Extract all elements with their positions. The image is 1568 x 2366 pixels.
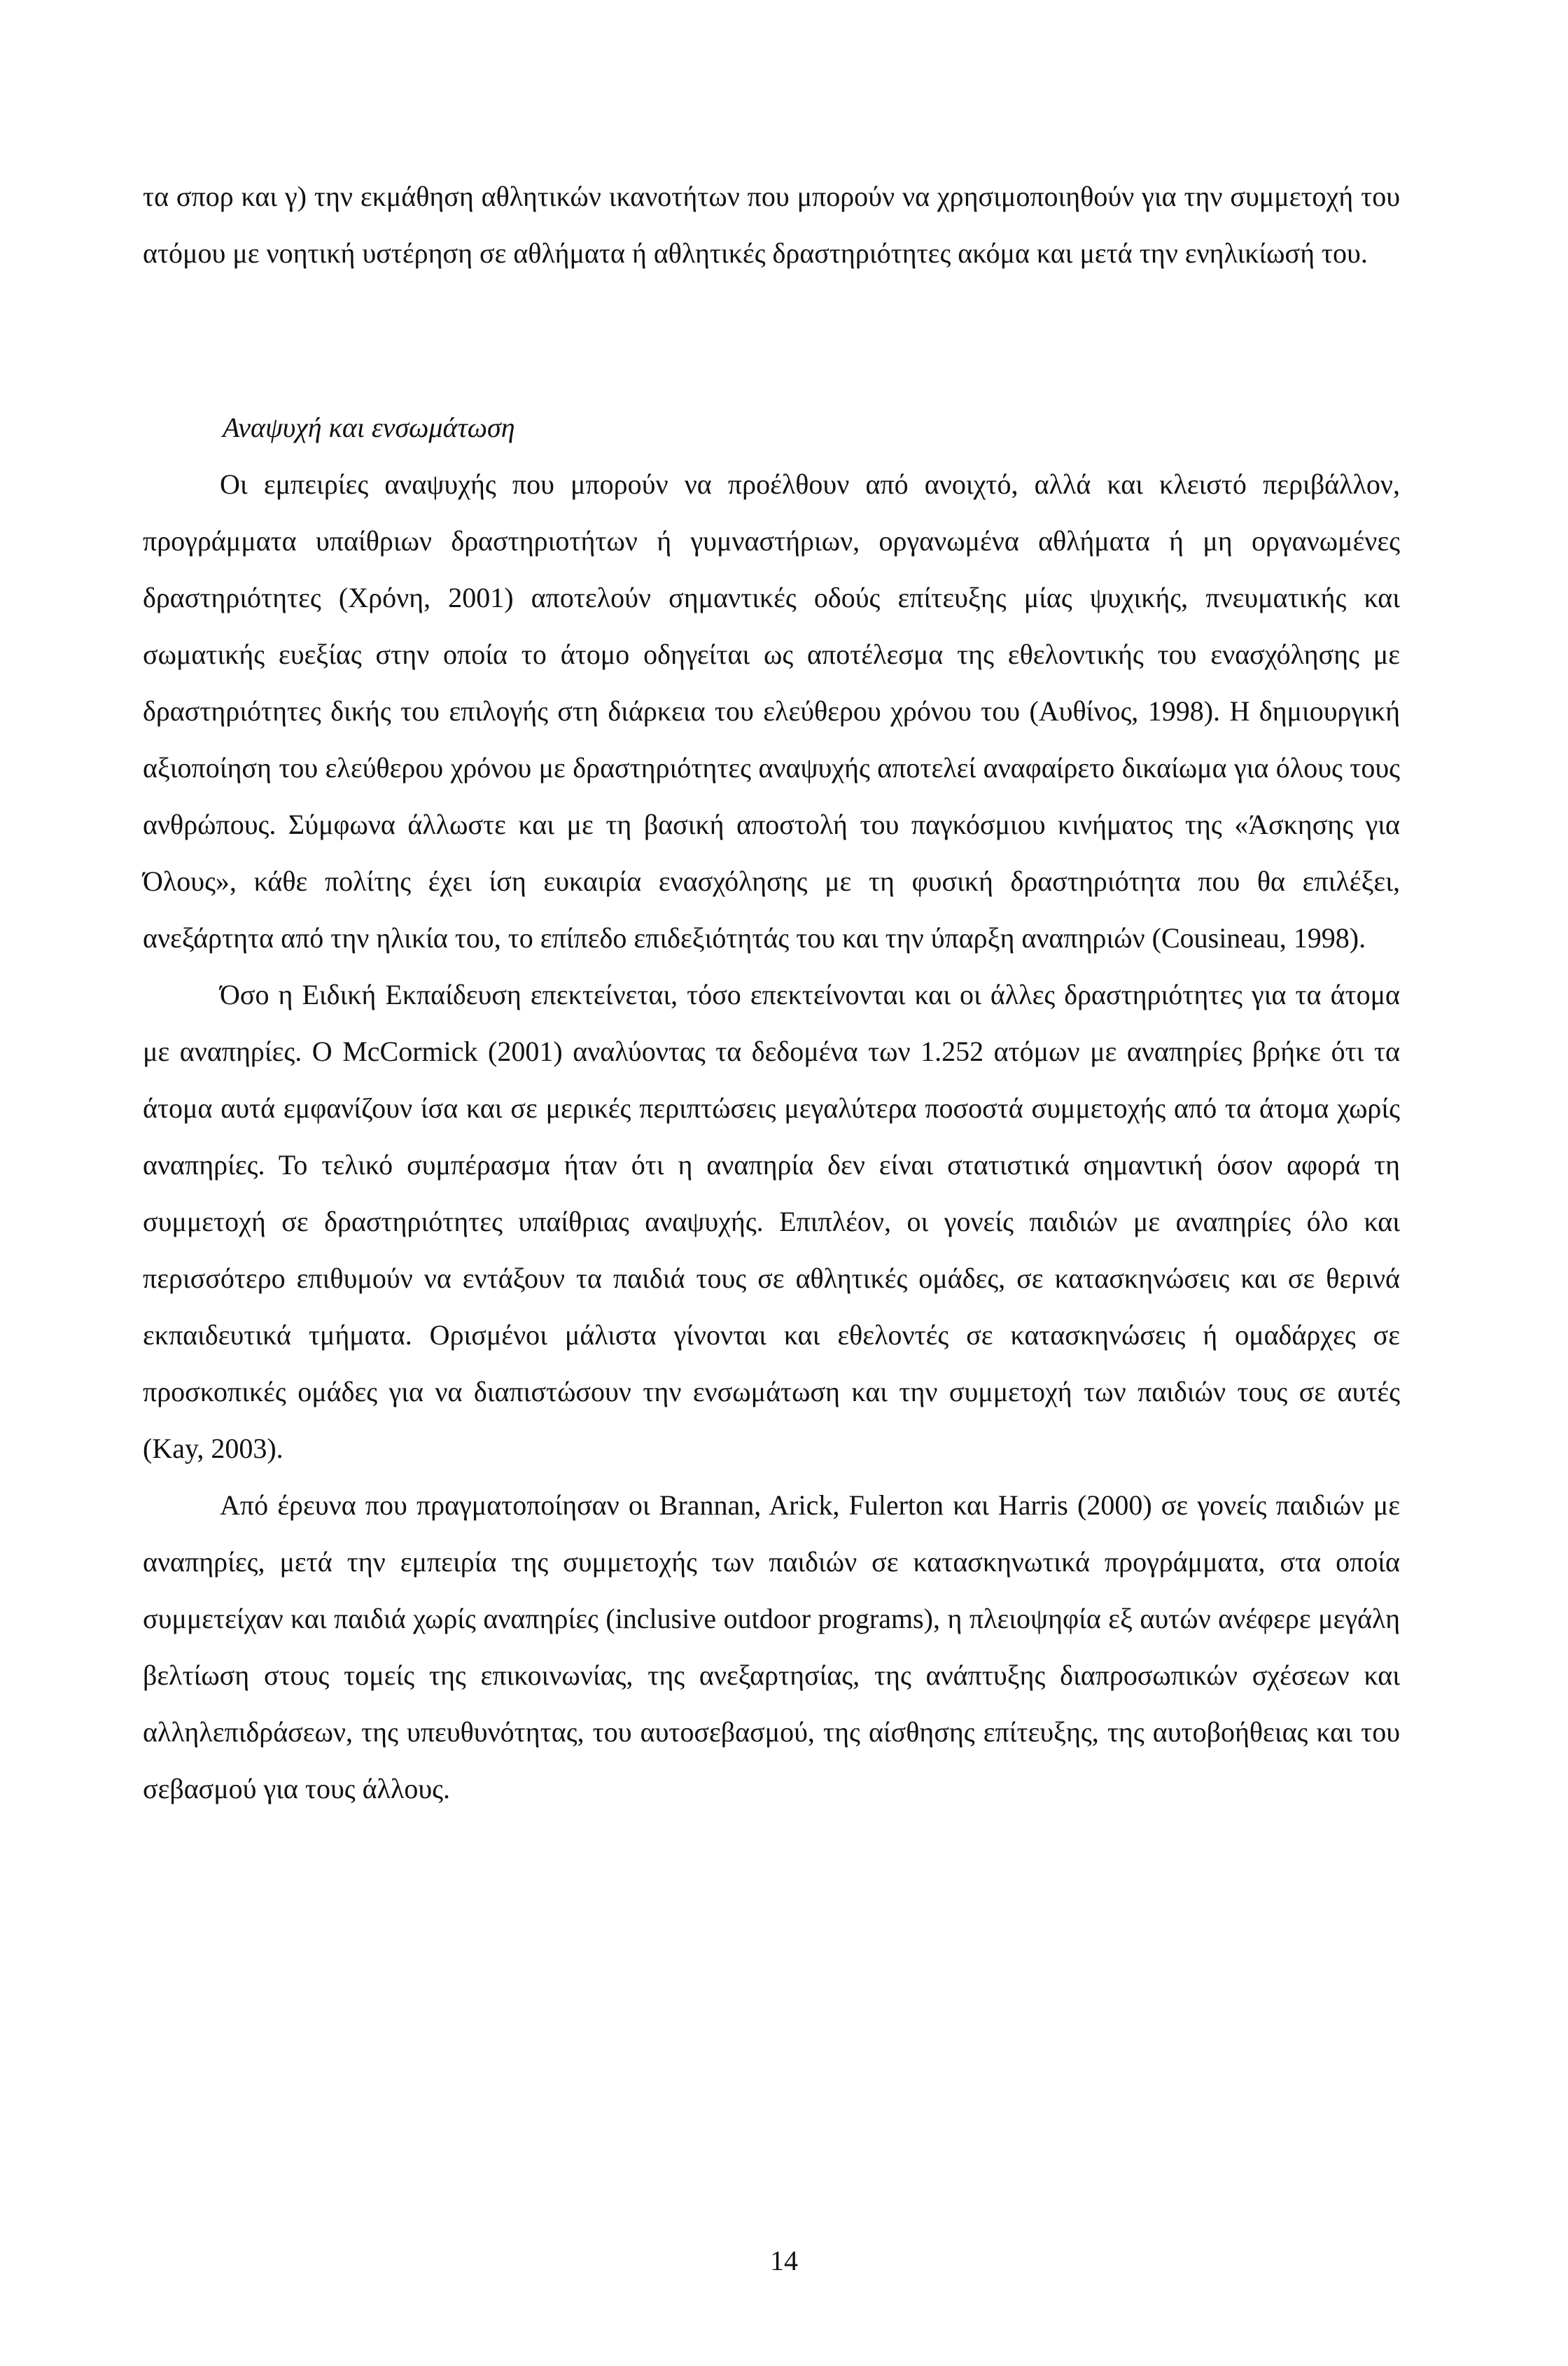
body-text [143, 456, 1400, 1817]
paragraph-continuation: τα σπορ και γ) την εκμάθηση αθλητικών ικανοτήτων που μπορούν να χρησιμοποιηθούν για την συμμετοχή του ατόμου με νοητική υστέρηση σε αθλήματα ή αθλητικές δραστηριότητες ακόμα και μετά την ενηλικίωσή του. [143, 181, 1400, 269]
continued-paragraph [143, 168, 1400, 281]
paragraph-recreation: Οι εμπειρίες αναψυχής που μπορούν να προέλθουν από ανοιχτό, αλλά και κλειστό περιβάλλον, προγράμματα υπαίθριων δραστηριοτήτων ή γυμναστήριων, οργανωμένα αθλήματα ή μη οργανωμένες δραστηριότητες (Χρόνη, 2001) αποτελούν σημαντικές οδούς επίτευξης μίας ψυχικής, πνευματικής και σωματικής ευεξίας στην οποία το άτομο οδηγείται ως αποτέλεσμα της εθελοντικής του ενασχόλησης με δραστηριότητες δικής του επιλογής στη διάρκεια του ελεύθερου χρόνου του (Αυθίνος, 1998). Η δημιουργική αξιοποίηση του ελεύθερου χρόνου με δραστηριότητες αναψυχής αποτελεί αναφαίρετο δικαίωμα για όλους τους ανθρώπους. Σύμφωνα άλλωστε και με τη βασική αποστολή του παγκόσμιου κινήματος της «Άσκησης για Όλους», κάθε πολίτης έχει ίση ευκαιρία ενασχόλησης με τη φυσική δραστηριότητα που θα επιλέξει, ανεξάρτητα από την ηλικία του, το επίπεδο επιδεξιότητάς του και την ύπαρξη αναπηριών (Cousineau, 1998). [143, 468, 1400, 954]
page-number: 14 [770, 2245, 798, 2276]
paragraph-research: Από έρευνα που πραγματοποίησαν οι Brannan, Arick, Fulerton και Harris (2000) σε γονείς παιδιών με αναπηρίες, μετά την εμπειρία της συμμετοχής των παιδιών σε κατασκηνωτικά προγράμματα, στα οποία συμμετείχαν και παιδιά χωρίς αναπηρίες (inclusive outdoor programs), η πλειοψηφία εξ αυτών ανέφερε μεγάλη βελτίωση στους τομείς της επικοινωνίας, της ανεξαρτησίας, της ανάπτυξης διαπροσωπικών σχέσεων και αλληλεπιδράσεων, της υπευθυνότητας, του αυτοσεβασμού, της αίσθησης επίτευξης, της αυτοβοήθειας και του σεβασμού για τους άλλους. [143, 1489, 1400, 1804]
paragraph-special-education: Όσο η Ειδική Εκπαίδευση επεκτείνεται, τόσο επεκτείνονται και οι άλλες δραστηριότητες για τα άτομα με αναπηρίες. Ο McCormick (2001) αναλύοντας τα δεδομένα των 1.252 ατόμων με αναπηρίες βρήκε ότι τα άτομα αυτά εμφανίζουν ίσα και σε μερικές περιπτώσεις μεγαλύτερα ποσοστά συμμετοχής από τα άτομα χωρίς αναπηρίες. Το τελικό συμπέρασμα ήταν ότι η αναπηρία δεν είναι στατιστικά σημαντική όσον αφορά τη συμμετοχή σε δραστηριότητες υπαίθριας αναψυχής. Επιπλέον, οι γονείς παιδιών με αναπηρίες όλο και περισσότερο επιθυμούν να εντάξουν τα παιδιά τους σε αθλητικές ομάδες, σε κατασκηνώσεις και σε θερινά εκπαιδευτικά τμήματα. Ορισμένοι μάλιστα γίνονται και εθελοντές σε κατασκηνώσεις ή ομαδάρχες σε προσκοπικές ομάδες για να διαπιστώσουν την ενσωμάτωση και την συμμετοχή των παιδιών τους σε αυτές (Kay, 2003). [143, 979, 1400, 1464]
section-heading: Αναψυχή και ενσωμάτωση [223, 412, 515, 443]
